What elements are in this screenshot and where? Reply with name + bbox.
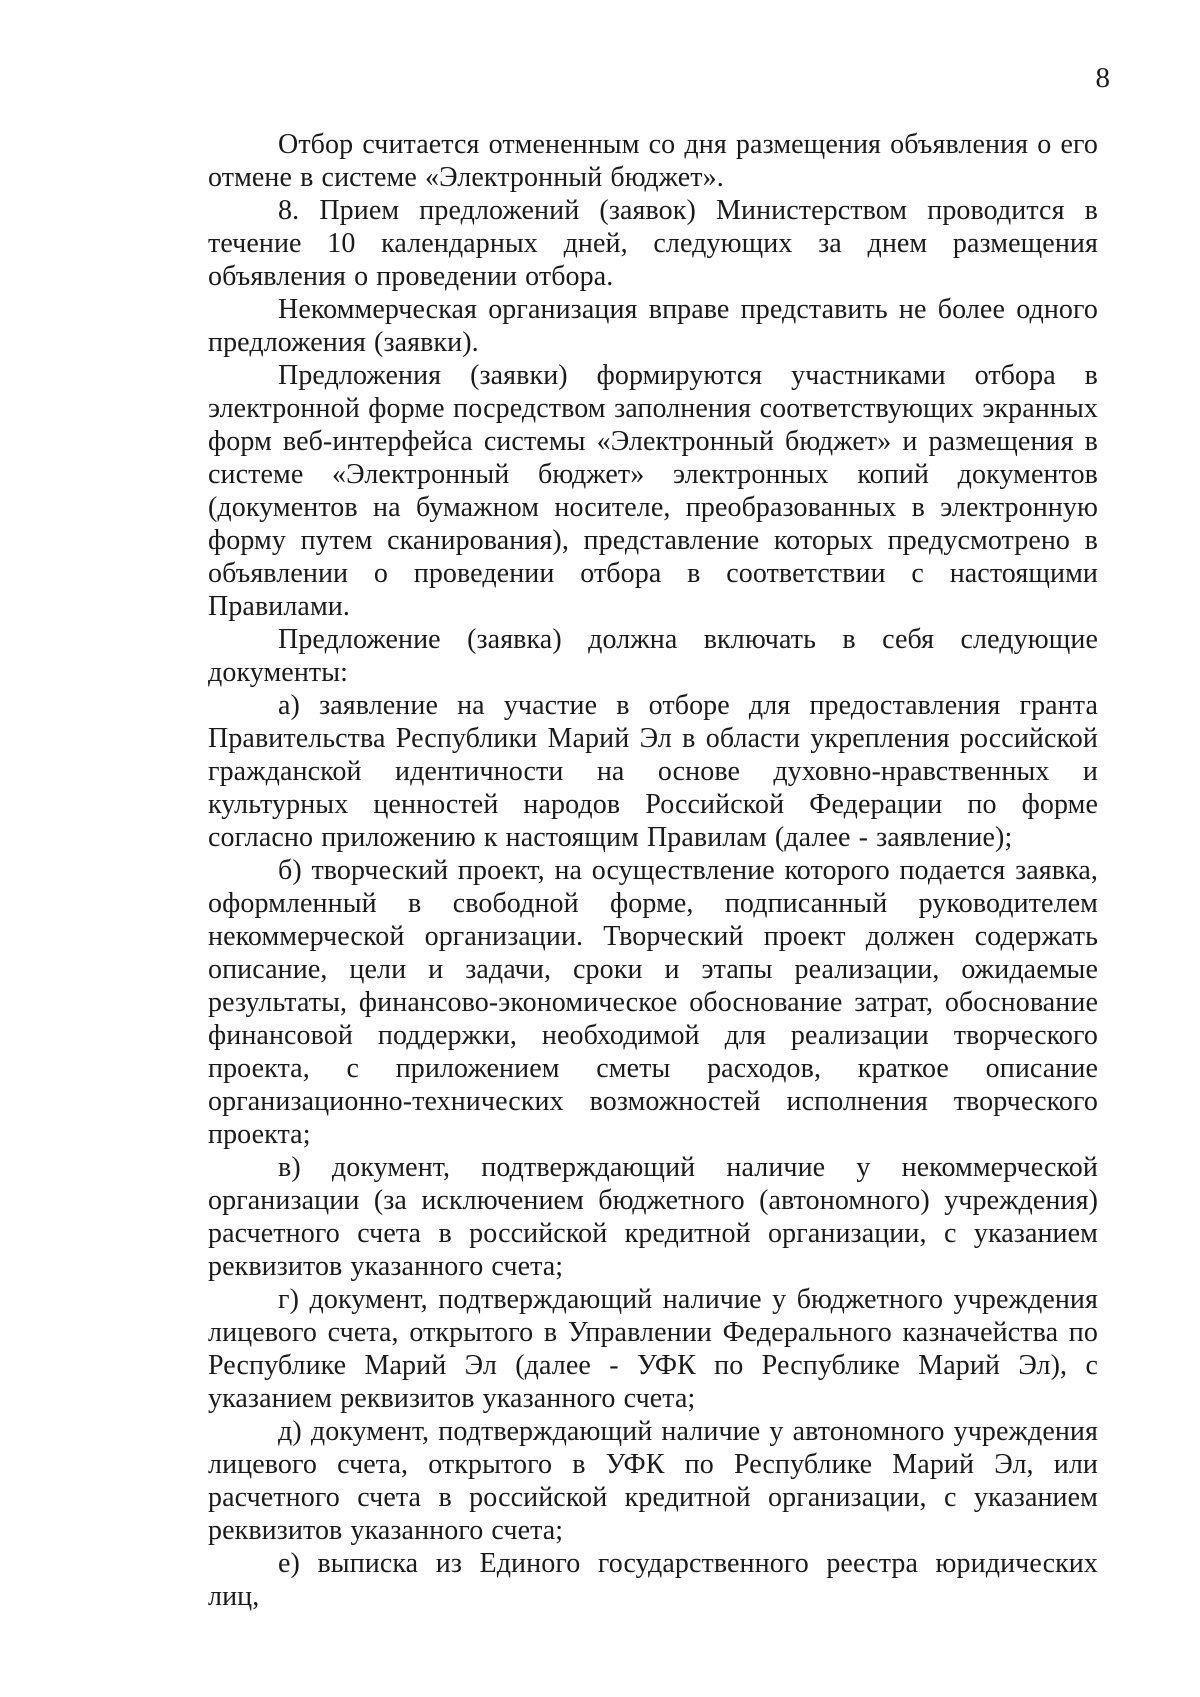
paragraph-required-documents: Предложение (заявка) должна включать в себя следующие документы: <box>208 624 1098 688</box>
list-item-a: а) заявление на участие в отборе для предоставления гранта Правительства Республики Марий Эл в области укрепления российской гражданской идентичности на основе духовно-нравственных и культурных ценностей народов Российской Федерации по форме согласно приложению к настоящим Правилам (далее - заявление); <box>208 690 1098 853</box>
list-item-g: г) документ, подтверждающий наличие у бюджетного учреждения лицевого счета, открытого в Управлении Федерального казначейства по Республике Марий Эл (далее - УФК по Республике Марий Эл), с указанием реквизитов указанного счета; <box>208 1284 1098 1414</box>
list-item-e: е) выписка из Единого государственного реестра юридических лиц, <box>208 1548 1098 1612</box>
paragraph-one-proposal: Некоммерческая организация вправе представить не более одного предложения (заявки). <box>208 294 1098 358</box>
list-item-v: в) документ, подтверждающий наличие у некоммерческой организации (за исключением бюджетного (автономного) учреждения) расчетного счета в российской кредитной организации, с указанием реквизитов указанного счета; <box>208 1152 1098 1282</box>
paragraph-selection-cancelled: Отбор считается отмененным со дня размещения объявления о его отмене в системе «Электронный бюджет». <box>208 129 1098 193</box>
paragraph-item-8-acceptance: 8. Прием предложений (заявок) Министерством проводится в течение 10 календарных дней, следующих за днем размещения объявления о проведении отбора. <box>208 195 1098 292</box>
list-item-d: д) документ, подтверждающий наличие у автономного учреждения лицевого счета, открытого в УФК по Республике Марий Эл, или расчетного счета в российской кредитной организации, с указанием реквизитов указанного счета; <box>208 1416 1098 1546</box>
document-body <box>208 128 1098 1613</box>
list-item-b: б) творческий проект, на осуществление которого подается заявка, оформленный в свободной форме, подписанный руководителем некоммерческой организации. Творческий проект должен содержать описание, цели и задачи, сроки и этапы реализации, ожидаемые результаты, финансово-экономическое обоснование затрат, обоснование финансовой поддержки, необходимой для реализации творческого проекта, с приложением сметы расходов, краткое описание организационно-технических возможностей исполнения творческого проекта; <box>208 855 1098 1150</box>
paragraph-proposal-forming: Предложения (заявки) формируются участниками отбора в электронной форме посредством заполнения соответствующих экранных форм веб-интерфейса системы «Электронный бюджет» и размещения в системе «Электронный бюджет» электронных копий документов (документов на бумажном носителе, преобразованных в электронную форму путем сканирования), представление которых предусмотрено в объявлении о проведении отбора в соответствии с настоящими Правилами. <box>208 360 1098 622</box>
page-number: 8 <box>1095 62 1110 94</box>
